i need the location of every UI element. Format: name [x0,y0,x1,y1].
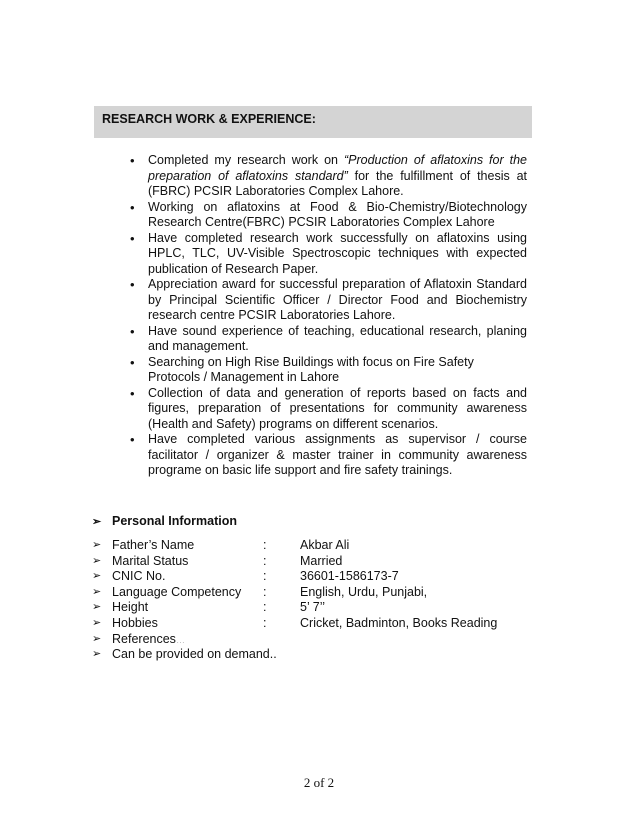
row-value: English, Urdu, Punjabi, [300,584,428,599]
section-header-research [94,106,532,138]
list-item: • Working on aflatoxins at Food & Bio-Chemistry/Biotechnology Research Centre(FBRC) PCSIR Laboratories Complex Lahore [130,199,527,229]
row-label: Father’s Name [112,538,195,552]
row-value: Akbar Ali [300,538,350,552]
row-label: Marital Status [112,553,189,568]
bullet-dot-icon: • [130,354,135,370]
arrow-bullet-icon: ➢ [92,570,102,583]
references-label: References… [112,631,185,646]
row-colon: : [263,600,267,615]
row-colon: : [263,538,267,552]
list-item: • Have sound experience of teaching, educational research, planing and management. [130,323,527,353]
row-label: Hobbies [112,615,158,630]
arrow-bullet-icon: ➢ [92,554,102,567]
list-item: • Searching on High Rise Buildings with focus on Fire Safety Protocols / Management in Lahore [130,354,474,384]
bullet-dot-icon: • [130,277,135,292]
row-colon: : [263,553,267,568]
arrow-bullet-icon: ➢ [92,516,102,528]
row-colon: : [263,615,267,630]
list-item: • Have completed various assignments as supervisor / course facilitator / organizer & master trainer in community awareness programe on basic life support and fire safety trainings. [130,432,527,477]
list-item: • Have completed research work successfully on aflatoxins using HPLC, TLC, UV-Visible Spectroscopic techniques with expected publication of Research Paper. [130,230,527,276]
row-label: CNIC No. [112,569,166,584]
row-label: Height [112,600,149,615]
bullet-dot-icon: • [130,199,135,215]
arrow-bullet-icon: ➢ [92,632,102,645]
arrow-bullet-icon: ➢ [92,585,102,598]
row-value: Cricket, Badminton, Books Reading [300,615,498,630]
research-bullet-list [130,153,527,479]
list-item: • Completed my research work on “Production of aflatoxins for the preparation of aflatoxins standard” for the fulfillment of thesis at (FBRC) PCSIR Laboratories Complex Lahore. [130,153,527,198]
row-colon: : [263,569,267,584]
list-item: • Appreciation award for successful preparation of Aflatoxin Standard by Principal Scientific Officer / Director Food and Biochemistry research centre PCSIR Laboratories Lahore. [130,277,527,322]
arrow-bullet-icon: ➢ [92,616,102,629]
arrow-bullet-icon: ➢ [92,601,102,614]
arrow-bullet-icon: ➢ [92,539,102,551]
references-note: Can be provided on demand.. [112,647,277,662]
row-colon: : [263,584,267,599]
arrow-bullet-icon: ➢ [92,648,102,661]
personal-info-header: ➢ Personal Information [92,514,238,528]
row-label: Language Competency [112,584,242,599]
bullet-dot-icon: • [130,323,135,339]
row-value: 36601-1586173-7 [300,569,399,584]
section-title: RESEARCH WORK & EXPERIENCE: [102,112,316,126]
bullet-dot-icon: • [130,385,135,401]
row-value: Married [300,553,343,568]
page-number: 2 of 2 [303,775,335,790]
bullet-dot-icon: • [130,432,135,447]
row-value: 5’ 7’’ [300,600,326,615]
bullet-dot-icon: • [130,230,135,246]
list-item: • Collection of data and generation of reports based on facts and figures, preparation of presentations for community awareness (Health and Safety) programs on different scenarios. [130,385,527,431]
bullet-dot-icon: • [130,153,135,168]
